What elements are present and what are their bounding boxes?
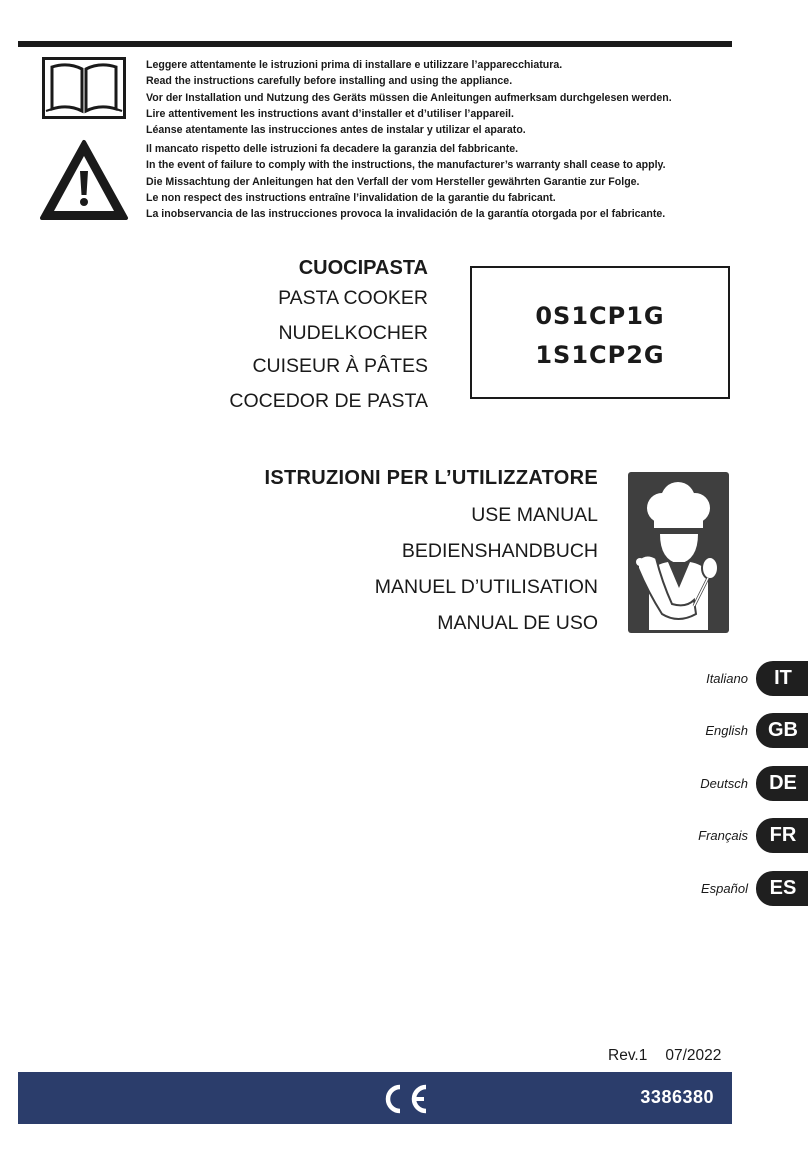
warranty-warning-fr: Le non respect des instructions entraîne l’invalidation de la garantie du fabricant. (146, 191, 556, 204)
warranty-warning-block (146, 141, 666, 222)
product-name-en: PASTA COOKER (278, 287, 428, 309)
model-code: 1S1CP2G (535, 341, 665, 369)
footer-bar (18, 1072, 732, 1124)
product-name-fr: CUISEUR À PÂTES (252, 355, 428, 377)
read-instructions-de: Vor der Installation und Nutzung des Geräts müssen die Anleitungen aufmerksam durchgelesen werden. (146, 91, 672, 104)
ce-mark-icon (376, 1084, 432, 1114)
read-instructions-en: Read the instructions carefully before installing and using the appliance. (146, 75, 513, 88)
language-name: Français (698, 828, 748, 843)
product-name-de: NUDELKOCHER (278, 322, 428, 344)
model-code: 0S1CP1G (535, 302, 665, 330)
language-name: Italiano (706, 671, 748, 686)
read-instructions-block (146, 57, 672, 138)
language-code-badge: IT (756, 661, 808, 696)
top-rule (18, 41, 732, 47)
warning-triangle-icon (39, 139, 129, 221)
language-tab-fr[interactable] (698, 818, 808, 853)
manual-name-de: BEDIENSHANDBUCH (401, 540, 598, 562)
revision-label: Rev.1 (608, 1047, 648, 1064)
model-box (470, 266, 730, 399)
manual-name-es: MANUAL DE USO (437, 612, 598, 634)
language-name: English (705, 723, 748, 738)
read-instructions-it: Leggere attentamente le istruzioni prima di installare e utilizzare l’apparecchiatura. (146, 59, 563, 71)
product-title: CUOCIPASTA (298, 257, 428, 279)
read-instructions-es: Léanse atentamente las instrucciones antes de instalar y utilizar el aparato. (146, 124, 526, 137)
revision-date: 07/2022 (665, 1047, 722, 1064)
manual-name-fr: MANUEL D’UTILISATION (374, 576, 598, 598)
warranty-warning-de: Die Missachtung der Anleitungen hat den Verfall der vom Hersteller gewährten Garantie zur Folge. (146, 175, 640, 188)
chef-drawing (628, 472, 729, 633)
manual-title: ISTRUZIONI PER L’UTILIZZATORE (264, 467, 598, 489)
language-code-badge: DE (756, 766, 808, 801)
revision-info (608, 1047, 721, 1065)
language-code-badge: FR (756, 818, 808, 853)
manual-name-en: USE MANUAL (471, 504, 598, 526)
language-name: Español (701, 881, 748, 896)
open-book-icon (42, 57, 126, 119)
language-tab-gb[interactable] (705, 713, 808, 748)
warranty-warning-es: La inobservancia de las instrucciones provoca la invalidación de la garantía otorgada por el fabricante. (146, 208, 666, 221)
language-tab-it[interactable] (706, 661, 808, 696)
language-code-badge: GB (756, 713, 808, 748)
warranty-warning-it: Il mancato rispetto delle istruzioni fa decadere la garanzia del fabbricante. (146, 143, 519, 155)
product-name-es: COCEDOR DE PASTA (229, 390, 428, 412)
read-instructions-fr: Lire attentivement les instructions avant d’installer et d’utiliser l’appareil. (146, 107, 514, 120)
language-code-badge: ES (756, 871, 808, 906)
language-tab-es[interactable] (701, 871, 808, 906)
language-name: Deutsch (700, 776, 748, 791)
language-tab-de[interactable] (700, 766, 808, 801)
chef-icon (628, 472, 729, 633)
document-code: 3386380 (640, 1087, 714, 1107)
warranty-warning-en: In the event of failure to comply with the instructions, the manufacturer’s warranty shall cease to apply. (146, 159, 666, 172)
